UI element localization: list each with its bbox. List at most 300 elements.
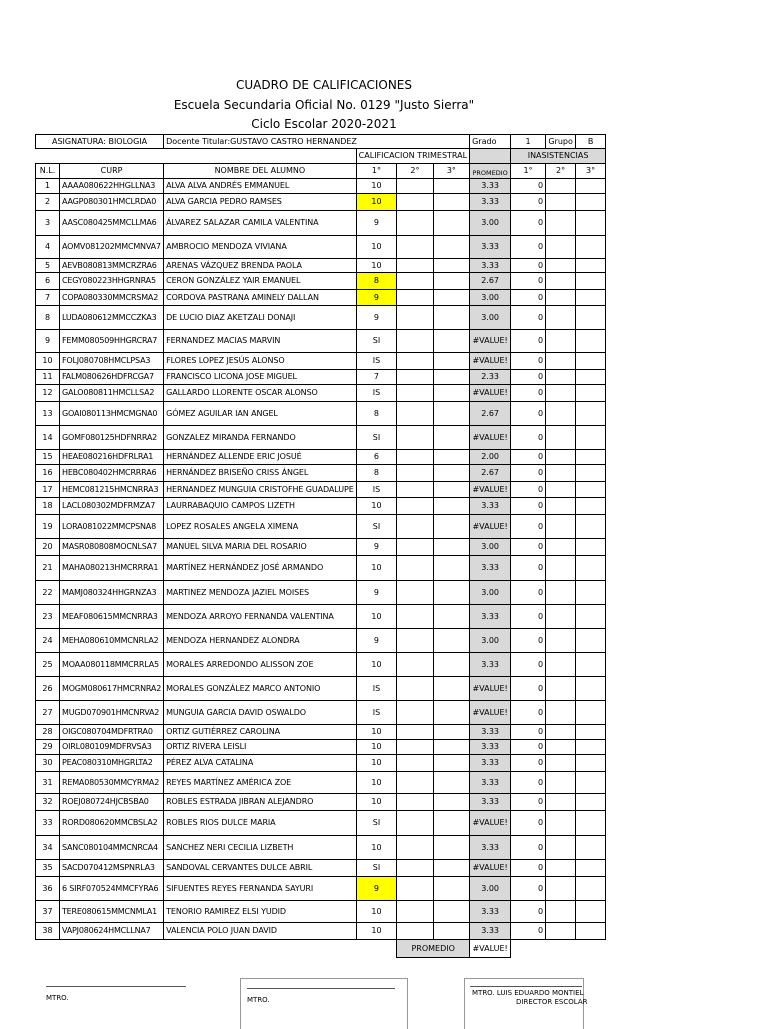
student-row: [36, 330, 606, 353]
absences-trimester-1: 0: [511, 794, 546, 811]
absences-trimester-3: [576, 465, 606, 482]
absences-trimester-1: 0: [511, 605, 546, 629]
student-row: [36, 836, 606, 860]
grade-trimester-2: [397, 677, 433, 701]
absences-trimester-3: [576, 194, 606, 211]
grade-trimester-2: [397, 556, 433, 581]
student-curp: MASR080808MOCNLSA7: [60, 539, 164, 556]
grade-average: 3.33: [470, 259, 511, 273]
absences-trimester-1: 0: [511, 306, 546, 330]
grade-trimester-3: [433, 629, 469, 653]
grade-average: 3.33: [470, 498, 511, 515]
student-name: PÉREZ ALVA CATALINA: [164, 755, 357, 772]
signature-line-left: [46, 986, 186, 987]
student-name: ROBLES RIOS DULCE MARIA: [164, 811, 357, 836]
absences-trimester-2: [546, 556, 576, 581]
grade-average: 3.33: [470, 194, 511, 211]
grade-average: #VALUE!: [470, 385, 511, 402]
student-name: ORTIZ GUTIÉRREZ CAROLINA: [164, 725, 357, 740]
grade-trimester-2: [397, 725, 433, 740]
grade-trimester-1: 10: [356, 794, 397, 811]
absences-trimester-2: [546, 330, 576, 353]
grade-value: 1: [511, 135, 546, 149]
grade-trimester-2: [397, 653, 433, 677]
grade-trimester-1: 6: [356, 450, 397, 465]
student-name: SANCHEZ NERI CECILIA LIZBETH: [164, 836, 357, 860]
grade-trimester-2: [397, 740, 433, 755]
student-row: [36, 755, 606, 772]
student-name: CERON GONZÁLEZ YAIR EMANUEL: [164, 273, 357, 290]
student-curp: FOLJ080708HMCLPSA3: [60, 353, 164, 370]
group-value: B: [576, 135, 606, 149]
student-name: REYES MARTÍNEZ AMÉRICA ZOE: [164, 772, 357, 794]
student-curp: OIGC080704MDFRTRA0: [60, 725, 164, 740]
absences-trimester-1: 0: [511, 811, 546, 836]
grade-average: 3.00: [470, 581, 511, 605]
student-name: ALVA ALVA ANDRÉS EMMANUEL: [164, 179, 357, 194]
absences-trimester-3: [576, 179, 606, 194]
grade-average: 3.33: [470, 725, 511, 740]
grade-trimester-3: [433, 498, 469, 515]
signature-left: MTRO.: [46, 994, 69, 1002]
absences-trimester-1: 0: [511, 923, 546, 940]
grade-label: Grado: [470, 135, 511, 149]
grade-average: #VALUE!: [470, 330, 511, 353]
trimester-2-header: 2°: [397, 164, 433, 179]
grade-average: 3.33: [470, 923, 511, 940]
student-curp: REMA080530MMCYRMA2: [60, 772, 164, 794]
grade-trimester-2: [397, 273, 433, 290]
group-label: Grupo: [546, 135, 576, 149]
student-row: [36, 901, 606, 923]
absences-trimester-2: [546, 877, 576, 901]
absences-trimester-2: [546, 701, 576, 725]
grade-average: 3.00: [470, 211, 511, 236]
absences-trimester-2: [546, 836, 576, 860]
absences-trimester-2: [546, 677, 576, 701]
grade-trimester-3: [433, 581, 469, 605]
absences-trimester-2: [546, 539, 576, 556]
grade-trimester-3: [433, 860, 469, 877]
student-curp: MAMJ080324HHGRNZA3: [60, 581, 164, 605]
grade-trimester-2: [397, 498, 433, 515]
absences-trimester-1: 0: [511, 581, 546, 605]
absences-trimester-2: [546, 498, 576, 515]
student-curp: HEAE080216HDFRLRA1: [60, 450, 164, 465]
grade-average: 3.00: [470, 290, 511, 306]
student-row: [36, 677, 606, 701]
absences-trimester-3: [576, 860, 606, 877]
grade-average: 3.33: [470, 605, 511, 629]
student-row: [36, 194, 606, 211]
absences-trimester-3: [576, 330, 606, 353]
grade-trimester-3: [433, 426, 469, 450]
absences-trimester-2: [546, 755, 576, 772]
grade-trimester-1: 10: [356, 259, 397, 273]
grade-trimester-1: IS: [356, 385, 397, 402]
student-number: 24: [36, 629, 60, 653]
grade-trimester-2: [397, 179, 433, 194]
student-row: [36, 370, 606, 385]
signature-line-right: [470, 986, 582, 987]
student-name: VALENCIA POLO JUAN DAVID: [164, 923, 357, 940]
grade-trimester-1: 10: [356, 923, 397, 940]
student-row: [36, 306, 606, 330]
student-row: [36, 653, 606, 677]
absences-trimester-3: [576, 772, 606, 794]
student-name: LOPEZ ROSALES ANGELA XIMENA: [164, 515, 357, 539]
student-name: FRANCISCO LICONA JOSE MIGUEL: [164, 370, 357, 385]
grade-trimester-3: [433, 353, 469, 370]
grade-trimester-1: 10: [356, 772, 397, 794]
absences-trimester-2: [546, 605, 576, 629]
absences-trimester-2: [546, 482, 576, 498]
student-name: GALLARDO LLORENTE OSCAR ALONSO: [164, 385, 357, 402]
absences-trimester-2: [546, 725, 576, 740]
absences-trimester-2: [546, 923, 576, 940]
grade-average: 3.33: [470, 901, 511, 923]
student-name: FERNANDEZ MACIAS MARVIN: [164, 330, 357, 353]
grade-trimester-1: 8: [356, 465, 397, 482]
student-number: 27: [36, 701, 60, 725]
student-curp: MUGD070901HMCNRVA2: [60, 701, 164, 725]
absences-trimester-2: [546, 794, 576, 811]
absences-trimester-2: [546, 259, 576, 273]
absences-trimester-1: 0: [511, 677, 546, 701]
student-number: 36: [36, 877, 60, 901]
grade-trimester-2: [397, 236, 433, 259]
footer-row: [36, 940, 606, 958]
grade-trimester-2: [397, 877, 433, 901]
student-name: MUNGUIA GARCIA DAVID OSWALDO: [164, 701, 357, 725]
student-number: 13: [36, 402, 60, 426]
grade-average: 2.67: [470, 465, 511, 482]
absences-trimester-3: [576, 211, 606, 236]
absences-trimester-2: [546, 385, 576, 402]
grade-trimester-2: [397, 402, 433, 426]
grade-trimester-1: IS: [356, 353, 397, 370]
absences-trimester-2: [546, 515, 576, 539]
absences-trimester-3: [576, 402, 606, 426]
absences-trimester-1: 0: [511, 465, 546, 482]
student-number: 26: [36, 677, 60, 701]
grade-average: #VALUE!: [470, 677, 511, 701]
student-number: 35: [36, 860, 60, 877]
absences-trimester-1: 0: [511, 653, 546, 677]
student-number: 21: [36, 556, 60, 581]
absences-trimester-3: [576, 581, 606, 605]
student-row: [36, 498, 606, 515]
student-number: 23: [36, 605, 60, 629]
absences-trimester-1: 0: [511, 426, 546, 450]
absences-trimester-3: [576, 290, 606, 306]
trimester-1-header: 1°: [356, 164, 397, 179]
absences-trimester-3: [576, 259, 606, 273]
student-curp: GALO080811HMCLLSA2: [60, 385, 164, 402]
absence-2-header: 2°: [546, 164, 576, 179]
grade-average: 3.33: [470, 836, 511, 860]
student-number: 16: [36, 465, 60, 482]
absences-trimester-3: [576, 740, 606, 755]
trimester-3-header: 3°: [433, 164, 469, 179]
grade-average: 3.00: [470, 306, 511, 330]
grade-trimester-1: 10: [356, 901, 397, 923]
absences-trimester-3: [576, 306, 606, 330]
absences-trimester-1: 0: [511, 273, 546, 290]
grade-trimester-3: [433, 330, 469, 353]
grade-average: 3.33: [470, 653, 511, 677]
grade-trimester-2: [397, 860, 433, 877]
grade-average: 3.33: [470, 755, 511, 772]
student-row: [36, 629, 606, 653]
student-name: MENDOZA HERNANDEZ ALONDRA: [164, 629, 357, 653]
promedio-header: PROMEDIO: [470, 164, 511, 179]
grade-average: 2.67: [470, 273, 511, 290]
student-row: [36, 605, 606, 629]
student-number: 20: [36, 539, 60, 556]
student-row: [36, 402, 606, 426]
student-curp: MOAA080118MMCRRLA5: [60, 653, 164, 677]
grade-trimester-3: [433, 701, 469, 725]
student-row: [36, 385, 606, 402]
student-curp: PEAC080310MHGRLTA2: [60, 755, 164, 772]
student-name: HERNANDEZ MUNGUIA CRISTOFHE GUADALUPE: [164, 482, 357, 498]
grade-average: 3.33: [470, 179, 511, 194]
absences-trimester-2: [546, 370, 576, 385]
student-name: ALVA GARCIA PEDRO RAMSES: [164, 194, 357, 211]
student-curp: COPA080330MMCRSMA2: [60, 290, 164, 306]
grade-average: 3.33: [470, 772, 511, 794]
absences-trimester-3: [576, 794, 606, 811]
footer-promedio-value: #VALUE!: [470, 940, 511, 958]
grade-trimester-3: [433, 794, 469, 811]
grade-trimester-3: [433, 877, 469, 901]
student-row: [36, 273, 606, 290]
grade-trimester-1: 10: [356, 740, 397, 755]
absences-trimester-1: 0: [511, 629, 546, 653]
absences-trimester-1: 0: [511, 179, 546, 194]
grade-trimester-3: [433, 450, 469, 465]
student-number: 4: [36, 236, 60, 259]
grade-trimester-3: [433, 923, 469, 940]
absences-trimester-1: 0: [511, 539, 546, 556]
absences-trimester-3: [576, 370, 606, 385]
absences-trimester-1: 0: [511, 755, 546, 772]
student-name: MORALES ARREDONDO ALISSON ZOE: [164, 653, 357, 677]
absences-trimester-2: [546, 811, 576, 836]
student-number: 31: [36, 772, 60, 794]
absences-trimester-1: 0: [511, 860, 546, 877]
student-name: SANDOVAL CERVANTES DULCE ABRIL: [164, 860, 357, 877]
student-row: [36, 465, 606, 482]
student-row: [36, 426, 606, 450]
student-name: TENORIO RAMIREZ ELSI YUDID: [164, 901, 357, 923]
grade-trimester-3: [433, 402, 469, 426]
grade-trimester-1: 10: [356, 556, 397, 581]
absences-trimester-3: [576, 629, 606, 653]
grade-trimester-2: [397, 330, 433, 353]
absences-trimester-1: 0: [511, 515, 546, 539]
absences-trimester-1: 0: [511, 556, 546, 581]
student-curp: FEMM080509HHGRCRA7: [60, 330, 164, 353]
student-row: [36, 811, 606, 836]
student-number: 38: [36, 923, 60, 940]
absence-1-header: 1°: [511, 164, 546, 179]
student-number: 28: [36, 725, 60, 740]
student-name: ARENAS VÁZQUEZ BRENDA PAOLA: [164, 259, 357, 273]
grade-trimester-1: IS: [356, 677, 397, 701]
grade-average: #VALUE!: [470, 482, 511, 498]
grade-trimester-2: [397, 836, 433, 860]
student-name: HERNÁNDEZ ALLENDE ERIC JOSUÉ: [164, 450, 357, 465]
grade-trimester-2: [397, 901, 433, 923]
student-curp: LUDA080612MMCCZKA3: [60, 306, 164, 330]
absences-trimester-3: [576, 515, 606, 539]
grade-trimester-3: [433, 515, 469, 539]
grade-trimester-1: SI: [356, 330, 397, 353]
grade-trimester-3: [433, 194, 469, 211]
absences-trimester-3: [576, 653, 606, 677]
student-curp: VAPJ080624HMCLLNA7: [60, 923, 164, 940]
student-curp: CEGY080223HHGRNRA5: [60, 273, 164, 290]
student-curp: SACD070412MSPNRLA3: [60, 860, 164, 877]
grade-trimester-1: 8: [356, 273, 397, 290]
grade-trimester-2: [397, 605, 433, 629]
grade-average: 2.33: [470, 370, 511, 385]
grade-trimester-1: 10: [356, 179, 397, 194]
grade-trimester-1: 9: [356, 877, 397, 901]
absences-trimester-2: [546, 353, 576, 370]
student-number: 37: [36, 901, 60, 923]
absences-trimester-1: 0: [511, 498, 546, 515]
absences-trimester-3: [576, 701, 606, 725]
absences-trimester-2: [546, 581, 576, 605]
grade-trimester-2: [397, 465, 433, 482]
grade-trimester-2: [397, 259, 433, 273]
absences-trimester-3: [576, 755, 606, 772]
absences-trimester-1: 0: [511, 290, 546, 306]
student-number: 5: [36, 259, 60, 273]
student-row: [36, 581, 606, 605]
absences-trimester-1: 0: [511, 482, 546, 498]
grade-trimester-3: [433, 385, 469, 402]
grade-average: 3.33: [470, 556, 511, 581]
student-number: 7: [36, 290, 60, 306]
grade-average: #VALUE!: [470, 353, 511, 370]
absences-trimester-3: [576, 605, 606, 629]
grade-trimester-3: [433, 306, 469, 330]
absences-trimester-2: [546, 860, 576, 877]
grade-trimester-1: 10: [356, 755, 397, 772]
grade-trimester-3: [433, 901, 469, 923]
student-number: 18: [36, 498, 60, 515]
grade-average: 3.00: [470, 539, 511, 556]
signature-middle: MTRO.: [247, 996, 270, 1004]
grade-trimester-2: [397, 482, 433, 498]
grade-average: 2.00: [470, 450, 511, 465]
grade-trimester-1: IS: [356, 482, 397, 498]
page-title: CUADRO DE CALIFICACIONES: [235, 78, 412, 92]
absences-trimester-1: 0: [511, 402, 546, 426]
student-name: FLORES LOPEZ JESÚS ALONSO: [164, 353, 357, 370]
absences-trimester-1: 0: [511, 370, 546, 385]
student-curp: MEAF080615MMCNRRA3: [60, 605, 164, 629]
student-number: 33: [36, 811, 60, 836]
student-number: 6: [36, 273, 60, 290]
grade-trimester-3: [433, 605, 469, 629]
info-row: [36, 135, 606, 149]
absences-trimester-2: [546, 629, 576, 653]
grade-trimester-3: [433, 811, 469, 836]
grade-trimester-2: [397, 211, 433, 236]
student-row: [36, 556, 606, 581]
signature-line-middle: [247, 988, 395, 989]
student-name: MANUEL SILVA MARIA DEL ROSARIO: [164, 539, 357, 556]
absences-trimester-2: [546, 402, 576, 426]
grade-trimester-2: [397, 755, 433, 772]
grade-trimester-2: [397, 811, 433, 836]
absences-trimester-2: [546, 901, 576, 923]
inasistencias-header: INASISTENCIAS: [511, 149, 606, 164]
grade-average: 2.67: [470, 402, 511, 426]
absences-trimester-3: [576, 353, 606, 370]
student-curp: AAAA080622HHGLLNA3: [60, 179, 164, 194]
student-row: [36, 877, 606, 901]
absences-trimester-2: [546, 740, 576, 755]
student-name: ORTIZ RIVERA LEISLI: [164, 740, 357, 755]
student-row: [36, 179, 606, 194]
absences-trimester-3: [576, 677, 606, 701]
grade-trimester-1: 8: [356, 402, 397, 426]
student-name: SIFUENTES REYES FERNANDA SAYURI: [164, 877, 357, 901]
absences-trimester-3: [576, 539, 606, 556]
student-curp: HEMC081215HMCNRRA3: [60, 482, 164, 498]
absences-trimester-1: 0: [511, 877, 546, 901]
absences-trimester-2: [546, 306, 576, 330]
absences-trimester-3: [576, 426, 606, 450]
student-name: AMBROCIO MENDOZA VIVIANA: [164, 236, 357, 259]
student-row: [36, 482, 606, 498]
student-number: 22: [36, 581, 60, 605]
student-number: 30: [36, 755, 60, 772]
grade-trimester-2: [397, 450, 433, 465]
grade-trimester-3: [433, 290, 469, 306]
grade-trimester-3: [433, 725, 469, 740]
student-curp: MEHA080610MMCNRLA2: [60, 629, 164, 653]
absences-trimester-3: [576, 811, 606, 836]
absences-trimester-3: [576, 385, 606, 402]
grade-trimester-1: SI: [356, 811, 397, 836]
absences-trimester-3: [576, 273, 606, 290]
student-row: [36, 450, 606, 465]
grade-trimester-1: SI: [356, 860, 397, 877]
grade-trimester-2: [397, 629, 433, 653]
student-name: MARTÍNEZ HERNÁNDEZ JOSÉ ARMANDO: [164, 556, 357, 581]
absences-trimester-1: 0: [511, 450, 546, 465]
nl-header: N.L.: [36, 164, 60, 179]
student-number: 15: [36, 450, 60, 465]
student-number: 10: [36, 353, 60, 370]
student-curp: AAGP080301HMCLRDA0: [60, 194, 164, 211]
student-name: MENDOZA ARROYO FERNANDA VALENTINA: [164, 605, 357, 629]
curp-header: CURP: [60, 164, 164, 179]
student-curp: LACL080302MDFRMZA7: [60, 498, 164, 515]
grade-trimester-2: [397, 385, 433, 402]
grade-trimester-2: [397, 794, 433, 811]
student-name: DE LUCIO DIAZ AKETZALI DONAJI: [164, 306, 357, 330]
grade-trimester-2: [397, 581, 433, 605]
name-header: NOMBRE DEL ALUMNO: [164, 164, 357, 179]
